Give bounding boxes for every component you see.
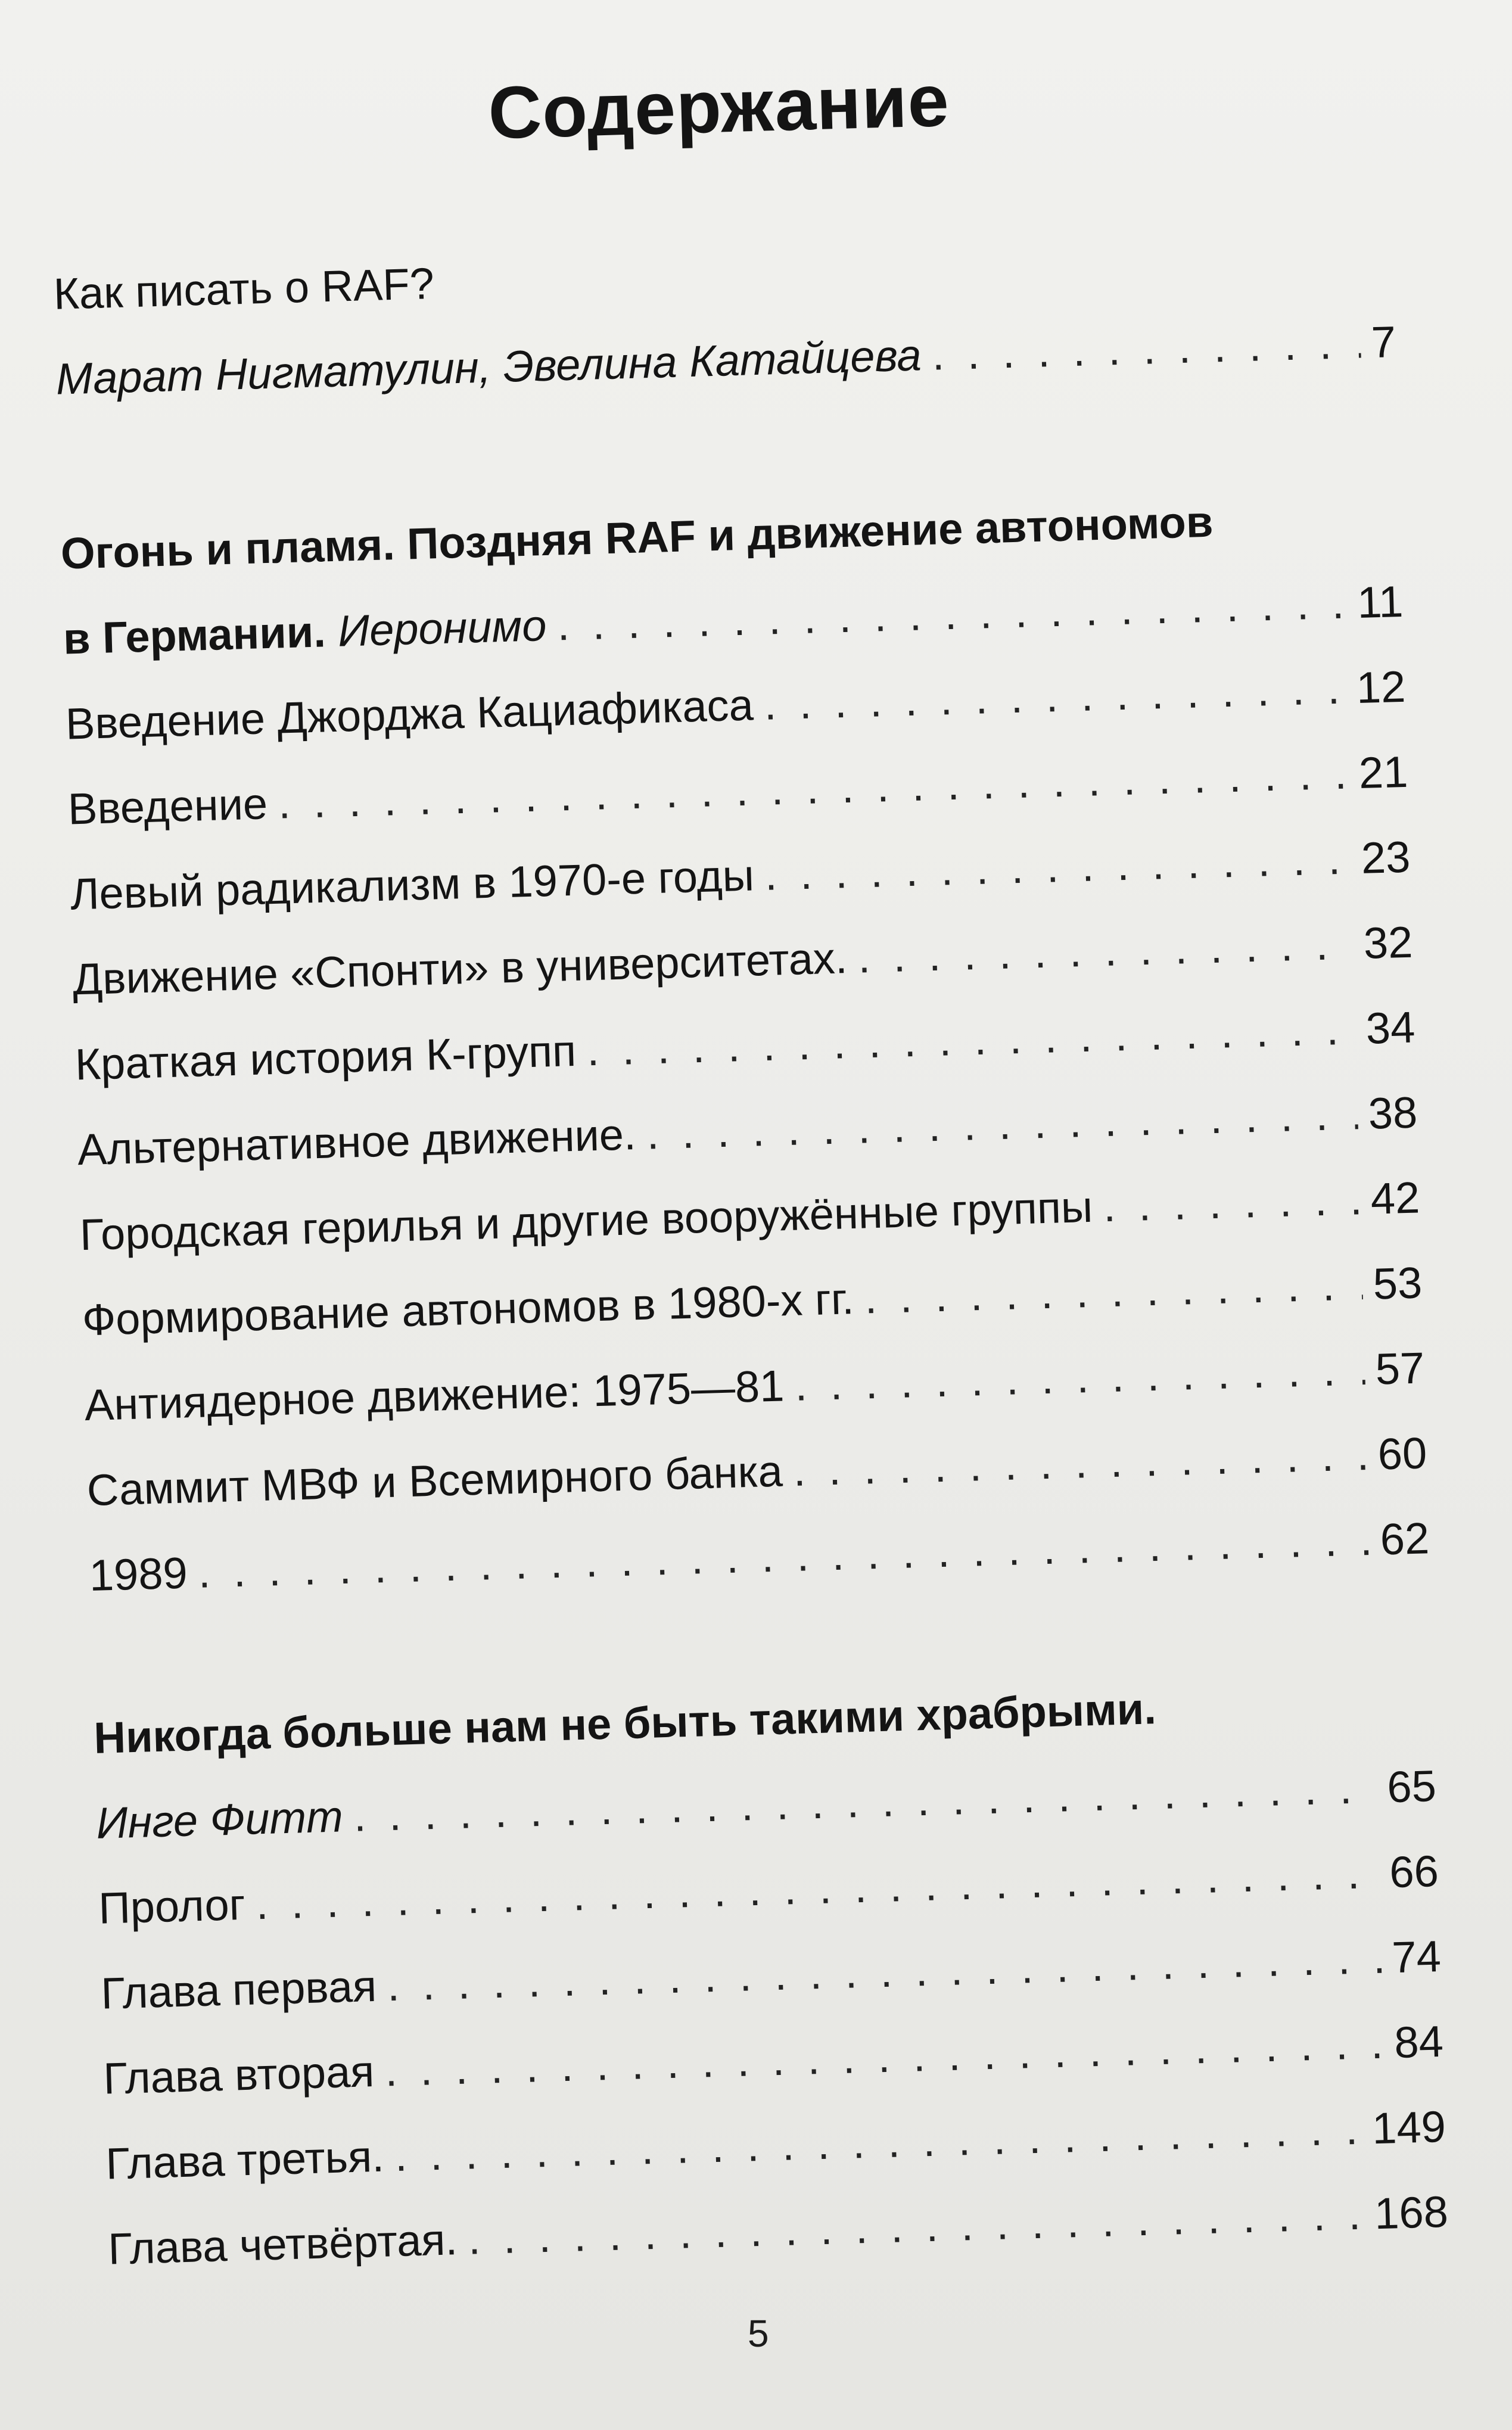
toc-entry-label: Саммит МВФ и Всемирного банка	[86, 1446, 783, 1516]
toc-page-number: 62	[1379, 1513, 1430, 1564]
toc-entry-label: Городская герилья и другие вооружённые группы	[79, 1181, 1094, 1260]
toc-entry-label: Формирование автономов в 1980-х гг.	[81, 1274, 855, 1345]
toc-entry-label: 1989	[88, 1548, 188, 1601]
toc-entry-label: Глава первая	[100, 1961, 378, 2018]
dot-leader	[863, 1242, 1364, 1340]
toc-entry-label: Левый радикализм в 1970-е годы	[69, 850, 755, 919]
dot-leader	[764, 816, 1352, 917]
page-number: 5	[748, 2312, 769, 2355]
table-of-contents	[48, 46, 1449, 2291]
toc-page-number: 57	[1374, 1343, 1426, 1394]
toc-intro-heading: Как писать о RAF?	[52, 259, 435, 319]
toc-entry-label: Антиядерное движение: 1975—81	[83, 1361, 785, 1430]
toc-part1-heading: Огонь и пламя. Поздняя RAF и движение автономов	[60, 496, 1214, 578]
toc-page-number: 12	[1355, 661, 1407, 713]
toc-page-number: 149	[1371, 2101, 1446, 2154]
dot-leader	[1102, 1156, 1361, 1249]
toc-entry-label: Краткая история К-групп	[74, 1025, 577, 1090]
dot-leader	[931, 300, 1361, 397]
toc-part1-author: Иеронимо	[337, 600, 547, 656]
toc-part2-heading: Никогда больше нам не быть такими храбрыми.	[93, 1684, 1157, 1763]
page-title: Содержание	[487, 59, 951, 155]
toc-entry-label: Глава третья.	[105, 2131, 385, 2189]
toc-page-number: 34	[1365, 1002, 1416, 1053]
toc-page-number: 23	[1360, 832, 1411, 883]
dot-leader	[794, 1327, 1366, 1428]
toc-page-number: 74	[1391, 1931, 1442, 1983]
toc-page-number: 38	[1367, 1087, 1418, 1138]
toc-page-number: 60	[1377, 1428, 1428, 1479]
toc-page-number: 11	[1357, 576, 1404, 627]
toc-entry-label: Глава вторая	[102, 2046, 375, 2104]
toc-page-number: 7	[1370, 316, 1397, 368]
dot-leader	[857, 901, 1354, 1000]
toc-entry-label: Альтернативное движение.	[76, 1109, 637, 1175]
toc-page-number: 21	[1358, 746, 1409, 798]
toc-page-number: 168	[1374, 2186, 1449, 2239]
toc-part2-author: Инге Фитт	[95, 1791, 344, 1848]
dot-leader	[763, 646, 1346, 747]
toc-part1-heading-line2: в Германии.	[62, 606, 326, 664]
dot-leader	[792, 1412, 1368, 1513]
toc-page-number: 42	[1370, 1172, 1421, 1224]
toc-page-number: 66	[1389, 1846, 1439, 1897]
toc-entry-label: Введение Джорджа Кациафикаса	[64, 680, 754, 749]
toc-part1-heading-cont	[62, 583, 547, 682]
toc-page-number: 65	[1386, 1761, 1437, 1812]
toc-intro-author: Марат Нигматулин, Эвелина Катайцева	[55, 330, 922, 404]
toc-page-number: 32	[1362, 917, 1414, 968]
toc-entry-label: Введение	[67, 779, 269, 834]
toc-page-number: 53	[1372, 1258, 1423, 1309]
toc-entry-label: Глава четвёртая.	[107, 2214, 458, 2274]
toc-page-number: 84	[1393, 2016, 1444, 2068]
toc-entry-label: Движение «Спонти» в университетах.	[71, 933, 848, 1004]
toc-entry-label: Пролог	[98, 1879, 246, 1933]
